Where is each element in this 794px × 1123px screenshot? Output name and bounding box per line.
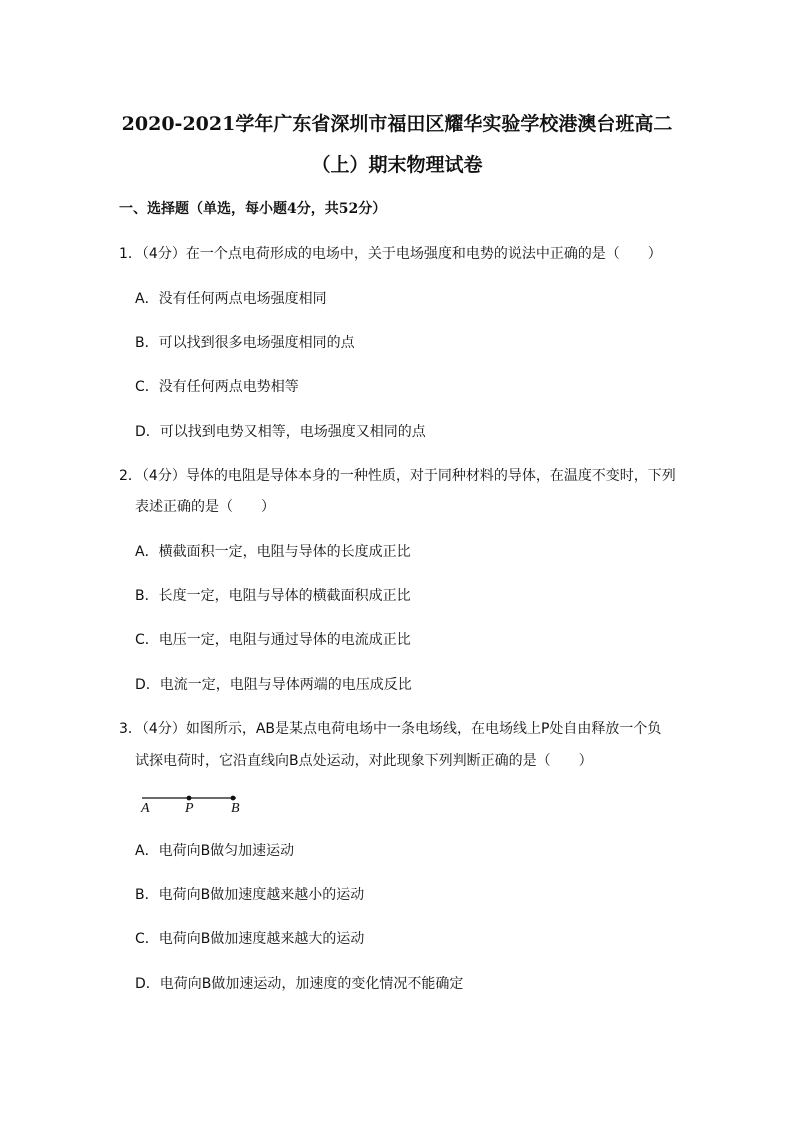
label-a: A [141,801,150,816]
point-p-dot [187,796,192,801]
question-stem: 3．（4分）如图所示，AB是某点电荷电场中一条电场线，在电场线上P处自由释放一个负 [119,721,662,737]
question-stem: 1．（4分）在一个点电荷形成的电场中，关于电场强度和电势的说法中正确的是（ ） [119,246,662,262]
option-a: A．电荷向B做匀加速运动 [135,843,295,859]
option-b: B．长度一定，电阻与导体的横截面积成正比 [135,588,411,604]
question-stem-continued: 试探电荷时，它沿直线向B点处运动，对此现象下列判断正确的是（ ） [135,753,593,769]
option-a: A．没有任何两点电场强度相同 [135,291,327,307]
section-heading: 一、选择题（单选，每小题4分，共52分） [119,201,387,217]
option-b: B．可以找到很多电场强度相同的点 [135,335,355,351]
point-b-dot [231,796,236,801]
title-line-1: 2020-2021学年广东省深圳市福田区耀华实验学校港澳台班高二 [121,113,673,135]
option-d: D．可以找到电势又相等，电场强度又相同的点 [135,424,426,440]
option-d: D．电流一定，电阻与导体两端的电压成反比 [135,677,412,693]
option-c: C．电压一定，电阻与通过导体的电流成正比 [135,632,411,648]
option-a: A．横截面积一定，电阻与导体的长度成正比 [135,544,411,560]
label-b: B [231,801,240,816]
option-d: D．电荷向B做加速运动，加速度的变化情况不能确定 [135,976,464,992]
electric-field-line-diagram [140,792,250,822]
label-p: P [185,801,194,816]
question-stem-continued: 表述正确的是（ ） [135,499,275,515]
question-stem: 2．（4分）导体的电阻是导体本身的一种性质，对于同种材料的导体，在温度不变时，下列 [119,468,676,484]
option-c: C．电荷向B做加速度越来越大的运动 [135,931,365,947]
option-c: C．没有任何两点电势相等 [135,379,299,395]
option-b: B．电荷向B做加速度越来越小的运动 [135,887,365,903]
title-line-2: （上）期末物理试卷 [311,154,483,176]
